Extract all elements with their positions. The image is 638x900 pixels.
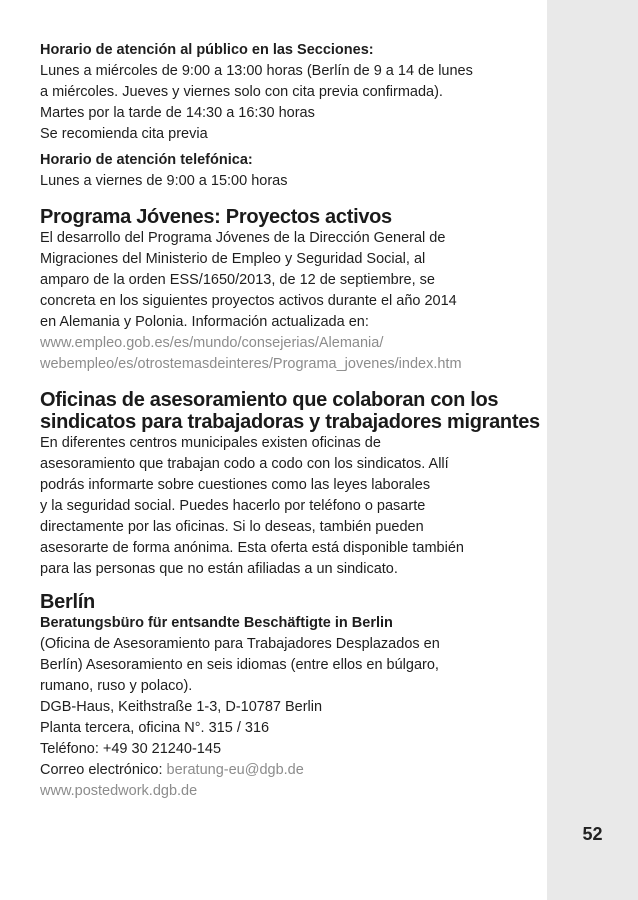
berlin-title: Berlín — [40, 591, 95, 613]
berlin-floor: Planta tercera, oficina N°. 315 / 316 — [40, 720, 270, 736]
opening-hours-line: a miércoles. Jueves y viernes solo con cita previa confirmada). — [40, 84, 443, 100]
programa-link[interactable]: webempleo/es/otrostemasdeinteres/Programa_jovenes/index.htm — [40, 356, 462, 372]
oficinas-line: En diferentes centros municipales existen oficinas de — [40, 435, 381, 451]
berlin-line: rumano, ruso y polaco). — [40, 678, 193, 694]
page-margin-strip — [547, 0, 638, 900]
programa-line: Migraciones del Ministerio de Empleo y Seguridad Social, al — [40, 251, 426, 267]
programa-title: Programa Jóvenes: Proyectos activos — [40, 206, 392, 228]
berlin-email-label: Correo electrónico: — [40, 762, 167, 778]
programa-line: El desarrollo del Programa Jóvenes de la Dirección General de — [40, 230, 446, 246]
berlin-website-link[interactable]: www.postedwork.dgb.de — [40, 783, 198, 799]
opening-hours-line: Martes por la tarde de 14:30 a 16:30 horas — [40, 105, 315, 121]
berlin-office-name: Beratungsbüro für entsandte Beschäftigte in Berlin — [40, 615, 393, 631]
berlin-section — [40, 591, 540, 802]
programa-line: amparo de la orden ESS/1650/2013, de 12 de septiembre, se — [40, 272, 435, 288]
oficinas-line: directamente por las oficinas. Si lo deseas, también pueden — [40, 519, 424, 535]
oficinas-section — [40, 389, 540, 580]
oficinas-line: asesoramiento que trabajan codo a codo con los sindicatos. Allí — [40, 456, 449, 472]
page-content — [40, 40, 540, 802]
oficinas-line: podrás informarte sobre cuestiones como las leyes laborales — [40, 477, 431, 493]
oficinas-title: Oficinas de asesoramiento que colaboran con los — [40, 389, 499, 411]
oficinas-line: para las personas que no están afiliadas a un sindicato. — [40, 561, 398, 577]
berlin-phone: Teléfono: +49 30 21240-145 — [40, 741, 222, 757]
oficinas-line: asesorarte de forma anónima. Esta oferta está disponible también — [40, 540, 464, 556]
opening-hours-line: Se recomienda cita previa — [40, 126, 208, 142]
oficinas-title: sindicatos para trabajadoras y trabajadores migrantes — [40, 411, 540, 433]
berlin-line: (Oficina de Asesoramiento para Trabajadores Desplazados en — [40, 636, 440, 652]
programa-line: en Alemania y Polonia. Información actualizada en: — [40, 314, 369, 330]
phone-hours-line: Lunes a viernes de 9:00 a 15:00 horas — [40, 173, 288, 189]
programa-section — [40, 206, 540, 375]
programa-link[interactable]: www.empleo.gob.es/es/mundo/consejerias/Alemania/ — [40, 335, 384, 351]
berlin-line: Berlín) Asesoramiento en seis idiomas (entre ellos en búlgaro, — [40, 657, 439, 673]
opening-hours-title: Horario de atención al público en las Secciones: — [40, 42, 374, 58]
phone-hours-section — [40, 150, 540, 192]
page-number: 52 — [582, 824, 603, 844]
opening-hours-line: Lunes a miércoles de 9:00 a 13:00 horas (Berlín de 9 a 14 de lunes — [40, 63, 473, 79]
programa-line: concreta en los siguientes proyectos activos durante el año 2014 — [40, 293, 457, 309]
berlin-email-line — [40, 760, 540, 781]
berlin-address: DGB-Haus, Keithstraße 1-3, D-10787 Berlin — [40, 699, 323, 715]
phone-hours-title: Horario de atención telefónica: — [40, 152, 253, 168]
oficinas-line: y la seguridad social. Puedes hacerlo por teléfono o pasarte — [40, 498, 426, 514]
opening-hours-section — [40, 40, 540, 145]
berlin-email-link[interactable]: beratung-eu@dgb.de — [166, 762, 304, 778]
